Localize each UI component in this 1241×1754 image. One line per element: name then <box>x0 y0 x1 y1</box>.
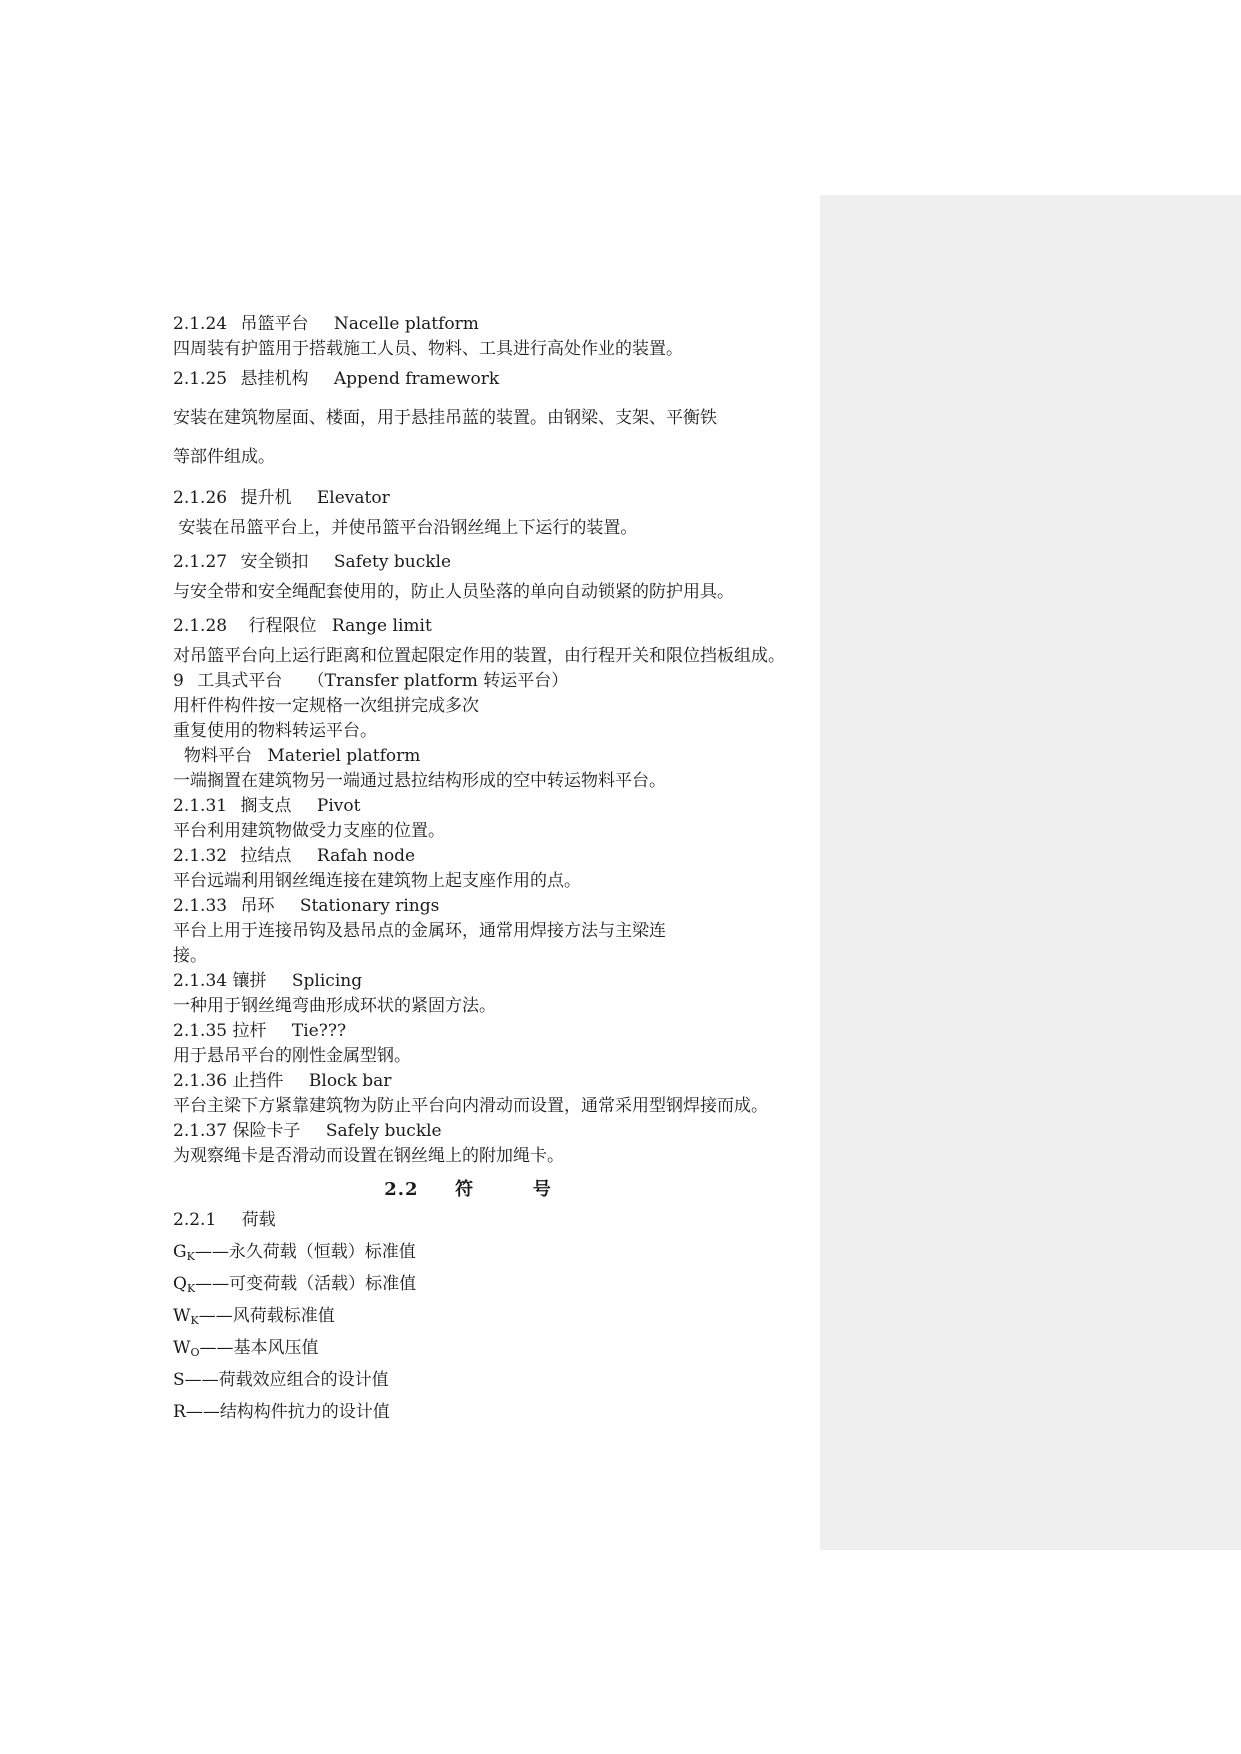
term-description: 一端搁置在建筑物另一端通过悬拉结构形成的空中转运物料平台。 <box>173 771 666 791</box>
term-heading-2-1-33 <box>173 894 873 919</box>
term-heading-materiel-platform <box>173 744 873 769</box>
term-zh: 搁支点 <box>240 796 292 816</box>
term-number: 2.1.35 <box>173 1021 228 1041</box>
term-en: Block bar <box>308 1071 392 1091</box>
symbol-definition: ——基本风压值 <box>199 1338 319 1358</box>
term-description: 一种用于钢丝绳弯曲形成环状的紧固方法。 <box>173 996 496 1016</box>
section-title-symbols <box>173 1177 763 1203</box>
term-number: 9 <box>173 671 184 691</box>
term-zh: 拉结点 <box>240 846 292 866</box>
term-description: 为观察绳卡是否滑动而设置在钢丝绳上的附加绳卡。 <box>173 1146 564 1166</box>
term-zh: 悬挂机构 <box>240 369 309 389</box>
term-description: 平台远端利用钢丝绳连接在建筑物上起支座作用的点。 <box>173 871 581 891</box>
term-description: 用于悬吊平台的刚性金属型钢。 <box>173 1046 411 1066</box>
subsection-label: 荷载 <box>241 1210 276 1230</box>
term-heading-2-1-25 <box>173 367 873 392</box>
term-zh: 工具式平台 <box>197 671 283 691</box>
term-description: 安装在建筑物屋面、楼面，用于悬挂吊蓝的装置。由钢梁、支架、平衡铁 <box>173 408 717 428</box>
symbol-subscript: O <box>190 1346 200 1359</box>
term-number: 2.1.34 <box>173 971 228 991</box>
term-heading-2-1-37 <box>173 1119 873 1144</box>
section-title-char: 号 <box>532 1179 552 1200</box>
term-en: Safely buckle <box>325 1121 442 1141</box>
symbol-base: G <box>173 1242 187 1262</box>
term-heading-2-1-28 <box>173 614 873 639</box>
symbol-base: Q <box>173 1274 187 1294</box>
term-heading-2-1-24 <box>173 312 873 337</box>
term-description: 与安全带和安全绳配套使用的，防止人员坠落的单向自动锁紧的防护用具。 <box>173 582 734 602</box>
term-en: Elevator <box>316 488 390 508</box>
section-title-char: 符 <box>455 1179 475 1200</box>
term-number: 2.1.37 <box>173 1121 228 1141</box>
symbol-row <box>173 1400 873 1425</box>
term-heading-tool-platform <box>173 669 873 694</box>
term-en: Nacelle platform <box>333 314 479 334</box>
symbol-row <box>173 1240 873 1265</box>
term-en: Stationary rings <box>299 896 440 916</box>
term-number: 2.1.24 <box>173 314 228 334</box>
symbol-base: W <box>173 1338 191 1358</box>
symbol-row <box>173 1368 873 1393</box>
symbol-subscript: K <box>186 1250 195 1263</box>
subsection-heading-loads <box>173 1208 873 1233</box>
term-zh: 提升机 <box>240 488 292 508</box>
term-description: 安装在吊篮平台上，并使吊篮平台沿钢丝绳上下运行的装置。 <box>173 518 638 538</box>
term-zh: 镶拼 <box>232 971 267 991</box>
term-description: 四周装有护篮用于搭载施工人员、物料、工具进行高处作业的装置。 <box>173 339 683 359</box>
symbol-row <box>173 1336 873 1361</box>
term-en: Materiel platform <box>267 746 421 766</box>
term-heading-2-1-27 <box>173 550 873 575</box>
term-description: 用杆件构件按一定规格一次组拼完成多次 <box>173 696 479 716</box>
term-en: Rafah node <box>316 846 416 866</box>
document-body <box>173 312 873 1425</box>
term-description: 平台主梁下方紧靠建筑物为防止平台向内滑动而设置，通常采用型钢焊接而成。 <box>173 1096 768 1116</box>
symbol-definition: ——风荷载标准值 <box>198 1306 335 1326</box>
term-zh: 安全锁扣 <box>240 552 309 572</box>
term-zh: 止挡件 <box>232 1071 284 1091</box>
term-number: 2.1.33 <box>173 896 228 916</box>
symbol-definition: ——荷载效应组合的设计值 <box>184 1370 389 1390</box>
term-description: 接。 <box>173 946 207 966</box>
symbol-subscript: K <box>186 1282 196 1295</box>
subsection-number: 2.2.1 <box>173 1210 217 1230</box>
term-en: Splicing <box>291 971 363 991</box>
term-en: Safety buckle <box>333 552 452 572</box>
term-en: Append framework <box>333 369 500 389</box>
term-description: 重复使用的物料转运平台。 <box>173 721 377 741</box>
term-heading-2-1-31 <box>173 794 873 819</box>
term-zh: 吊环 <box>240 896 275 916</box>
symbol-base: R <box>173 1402 186 1422</box>
term-zh: 保险卡子 <box>232 1121 301 1141</box>
comment-margin-pane <box>820 195 1241 1550</box>
term-heading-2-1-35 <box>173 1019 873 1044</box>
term-number: 2.1.31 <box>173 796 228 816</box>
symbol-base: S <box>173 1370 185 1390</box>
symbol-base: W <box>173 1306 191 1326</box>
term-number: 2.1.32 <box>173 846 228 866</box>
term-en: Range limit <box>331 616 432 636</box>
term-number: 2.1.36 <box>173 1071 228 1091</box>
symbol-row <box>173 1272 873 1297</box>
term-en: Pivot <box>316 796 361 816</box>
symbol-row <box>173 1304 873 1329</box>
term-zh: 吊篮平台 <box>240 314 309 334</box>
term-description: 等部件组成。 <box>173 447 275 467</box>
term-description: 对吊篮平台向上运行距离和位置起限定作用的装置，由行程开关和限位挡板组成。 <box>173 646 785 666</box>
term-number: 2.1.28 <box>173 616 228 636</box>
symbol-definition: ——永久荷载（恒载）标准值 <box>194 1242 416 1262</box>
term-zh: 拉杆 <box>232 1021 267 1041</box>
term-en: Tie??? <box>291 1021 347 1041</box>
term-en: （Transfer platform 转运平台） <box>307 671 569 691</box>
term-number: 2.1.27 <box>173 552 228 572</box>
term-description: 平台上用于连接吊钩及悬吊点的金属环，通常用焊接方法与主梁连 <box>173 921 666 941</box>
term-zh: 行程限位 <box>248 616 317 636</box>
term-heading-2-1-26 <box>173 486 873 511</box>
symbol-definition: ——结构构件抗力的设计值 <box>185 1402 390 1422</box>
term-zh: 物料平台 <box>184 746 252 766</box>
term-heading-2-1-32 <box>173 844 873 869</box>
term-number: 2.1.26 <box>173 488 228 508</box>
symbol-subscript: K <box>190 1314 199 1327</box>
term-description: 平台利用建筑物做受力支座的位置。 <box>173 821 445 841</box>
term-number: 2.1.25 <box>173 369 228 389</box>
term-heading-2-1-34 <box>173 969 873 994</box>
section-number: 2.2 <box>384 1179 419 1200</box>
symbol-definition: ——可变荷载（活载）标准值 <box>195 1274 417 1294</box>
term-heading-2-1-36 <box>173 1069 873 1094</box>
